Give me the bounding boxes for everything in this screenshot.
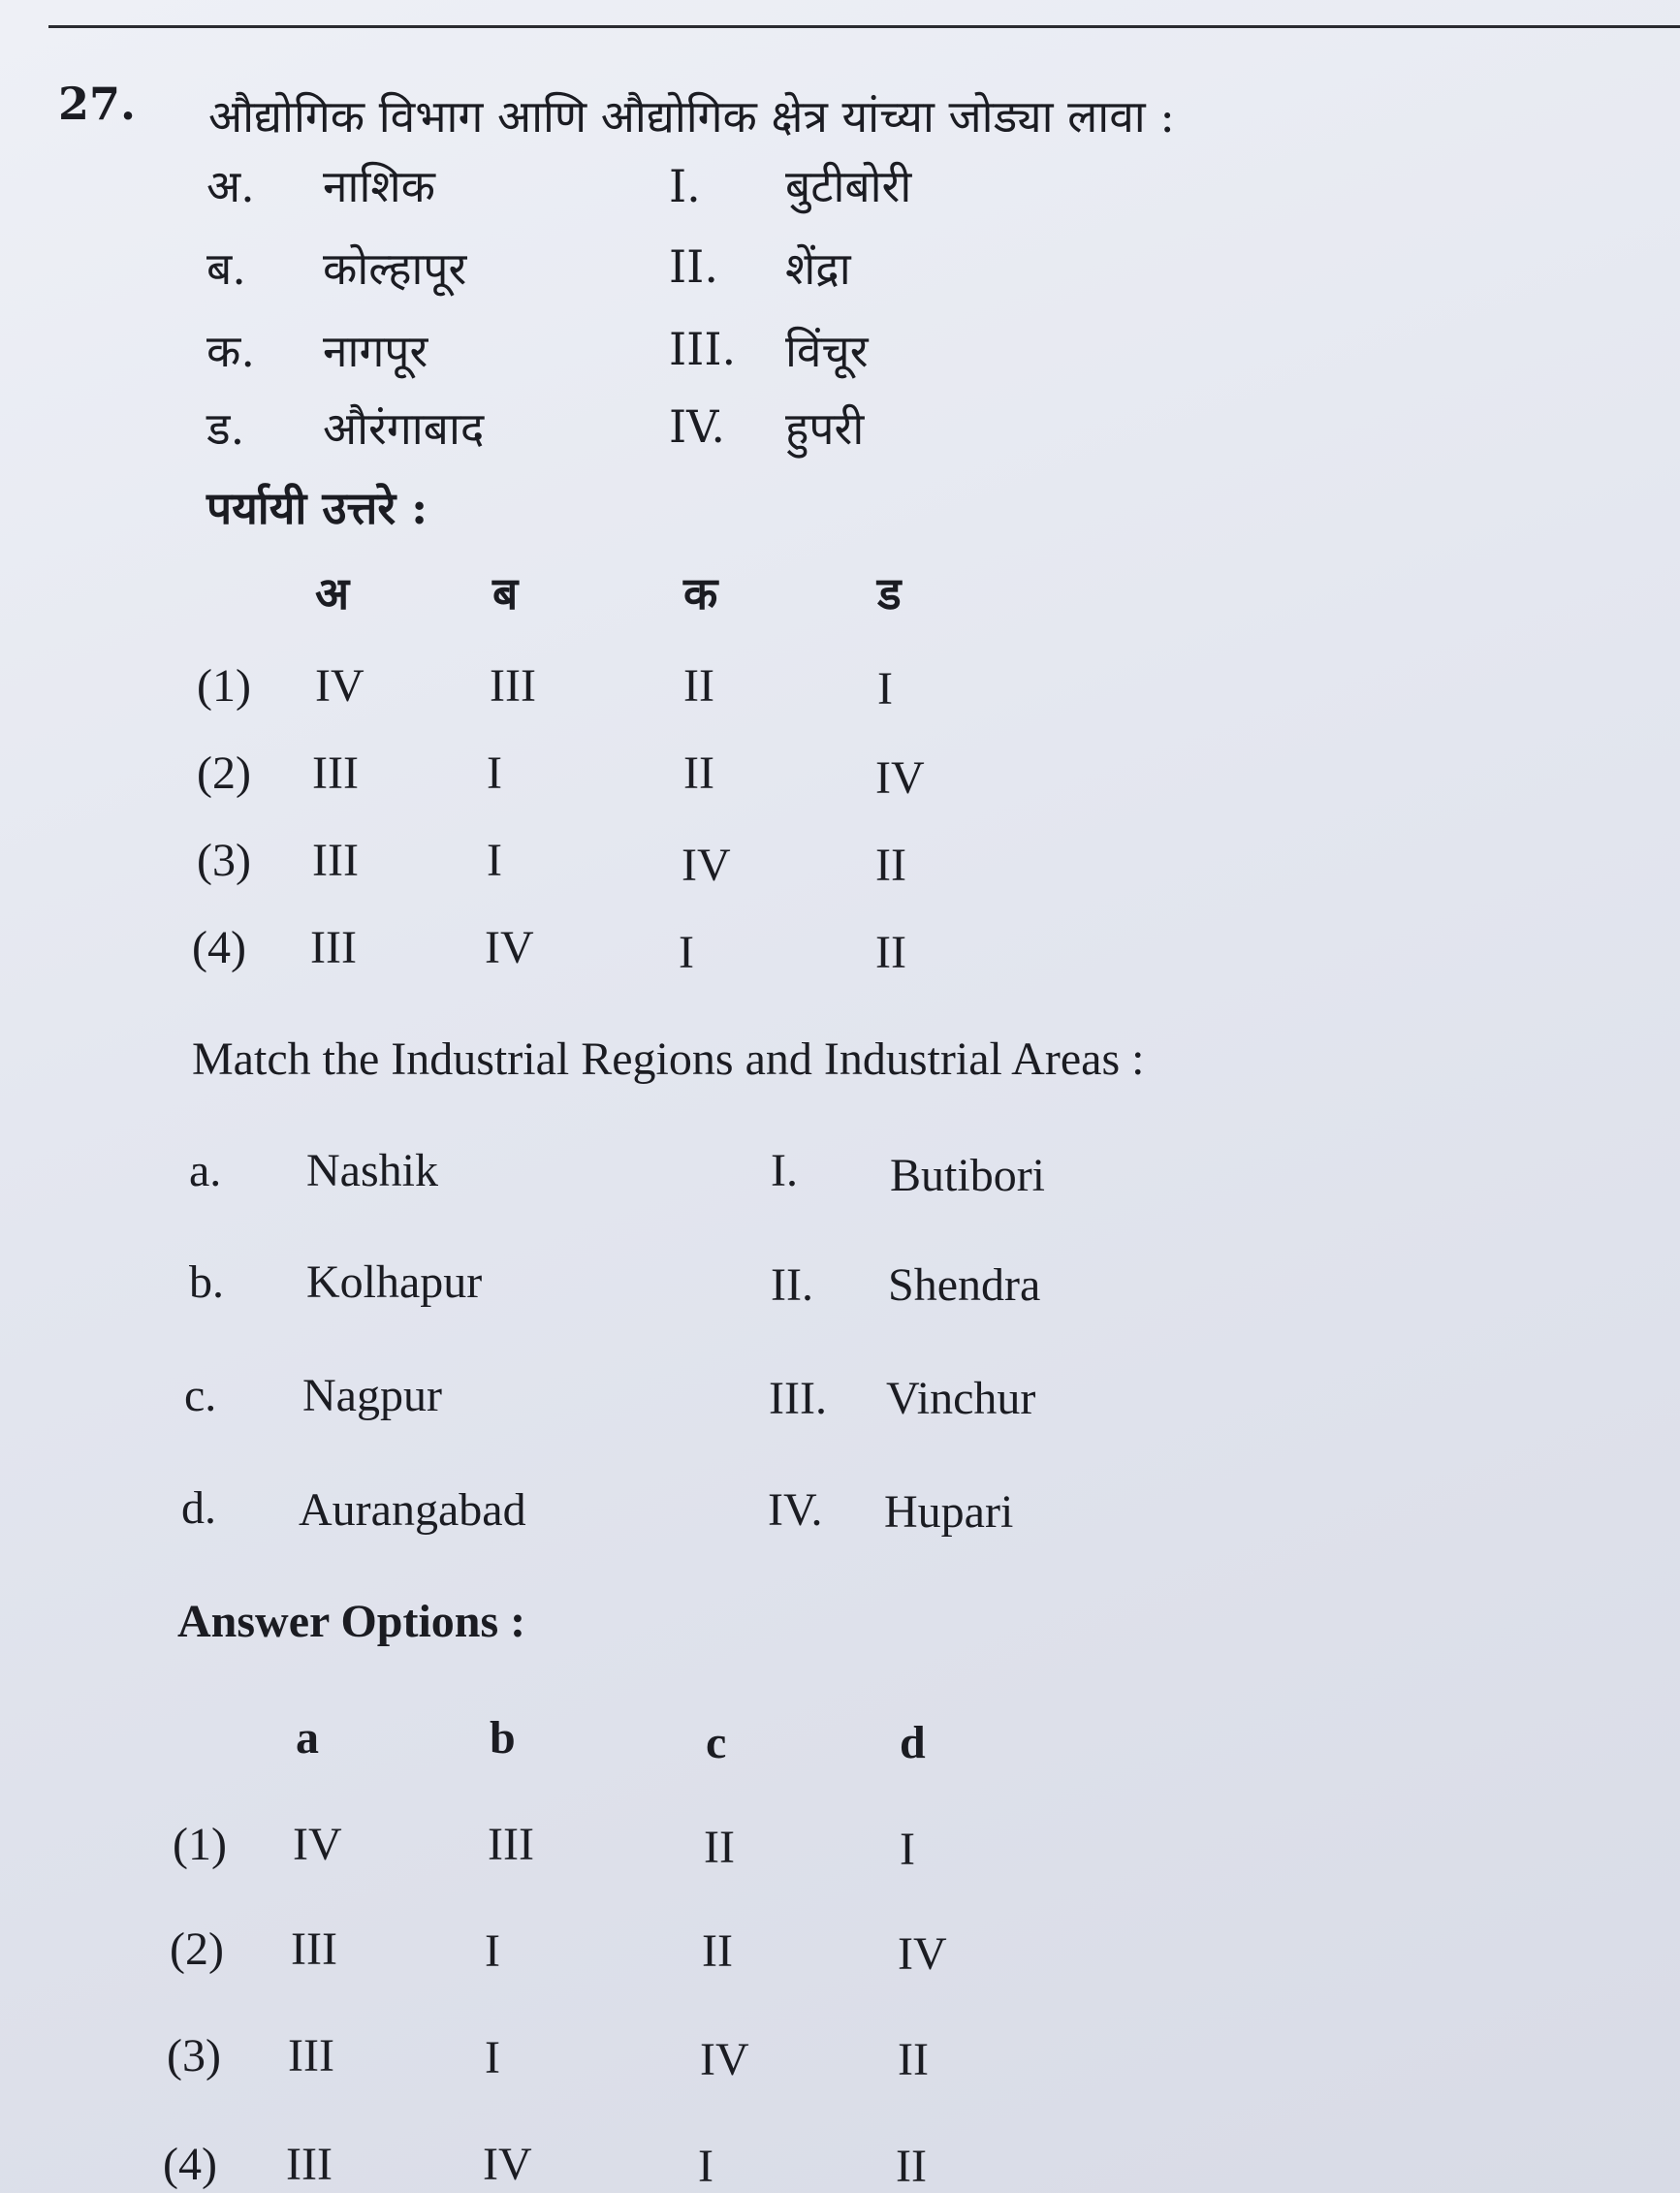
mr-right-text-3: विंचूर <box>785 325 869 377</box>
en-option-2-d: IV <box>898 1928 947 1980</box>
en-right-text-1: Butibori <box>890 1150 1046 1201</box>
en-left-label-4: d. <box>181 1482 216 1534</box>
en-right-text-2: Shendra <box>888 1259 1041 1311</box>
marathi-prompt: औद्योगिक विभाग आणि औद्योगिक क्षेत्र यांच्या जोड्या लावा : <box>208 90 1175 143</box>
mr-option-3-d: II <box>875 840 906 891</box>
mr-option-4-c: I <box>679 927 694 978</box>
top-rule <box>48 25 1680 28</box>
en-right-label-3: III. <box>769 1373 827 1424</box>
mr-right-text-2: शेंद्रा <box>785 242 851 295</box>
en-options-heading: Answer Options : <box>177 1596 526 1647</box>
mr-option-4-a: III <box>310 922 357 973</box>
mr-col-c: क <box>683 567 718 620</box>
mr-left-text-2: कोल्हापूर <box>323 242 467 295</box>
en-left-text-1: Nashik <box>306 1145 438 1196</box>
mr-option-2-b: I <box>487 747 502 799</box>
en-option-3-num: (3) <box>167 2030 221 2082</box>
en-right-label-1: I. <box>771 1145 798 1196</box>
en-option-3-d: II <box>898 2034 929 2085</box>
en-option-4-c: I <box>698 2141 713 2192</box>
question-number: 27. <box>58 78 137 130</box>
en-option-2-num: (2) <box>170 1923 224 1975</box>
mr-option-1-c: II <box>683 660 714 712</box>
en-option-1-d: I <box>900 1824 915 1875</box>
mr-option-1-num: (1) <box>197 660 251 712</box>
mr-option-1-d: I <box>877 663 893 715</box>
mr-option-2-a: III <box>312 747 359 799</box>
en-left-text-2: Kolhapur <box>306 1256 483 1308</box>
mr-left-text-1: नाशिक <box>323 160 435 212</box>
en-col-a: a <box>296 1712 319 1764</box>
en-left-label-2: b. <box>189 1256 224 1308</box>
en-left-text-4: Aurangabad <box>299 1484 526 1536</box>
mr-option-4-num: (4) <box>192 922 246 973</box>
en-left-label-1: a. <box>189 1145 222 1196</box>
en-col-d: d <box>900 1717 926 1768</box>
mr-left-text-4: औरंगाबाद <box>323 402 485 455</box>
en-option-1-b: III <box>488 1819 534 1870</box>
english-prompt: Match the Industrial Regions and Industrial Areas : <box>192 1033 1145 1085</box>
en-option-4-a: III <box>286 2139 333 2190</box>
mr-col-b: ब <box>492 567 519 620</box>
en-right-label-2: II. <box>771 1259 813 1311</box>
en-option-3-c: IV <box>700 2034 749 2085</box>
en-col-b: b <box>490 1712 516 1764</box>
en-option-2-a: III <box>291 1923 337 1975</box>
mr-right-label-2: II. <box>669 240 718 293</box>
mr-option-3-b: I <box>487 835 502 886</box>
mr-option-4-d: II <box>875 927 906 978</box>
mr-option-1-b: III <box>490 660 536 712</box>
mr-col-a: अ <box>315 567 350 620</box>
mr-right-text-4: हुपरी <box>785 402 865 455</box>
en-right-text-4: Hupari <box>884 1486 1014 1538</box>
mr-option-2-num: (2) <box>197 747 251 799</box>
mr-option-3-a: III <box>312 835 359 886</box>
en-option-1-a: IV <box>293 1819 342 1870</box>
mr-option-3-num: (3) <box>197 835 251 886</box>
en-option-4-b: IV <box>483 2139 532 2190</box>
en-right-text-3: Vinchur <box>886 1373 1036 1424</box>
en-option-3-a: III <box>288 2030 334 2082</box>
mr-left-label-3: क. <box>206 325 255 377</box>
en-right-label-4: IV. <box>768 1484 823 1536</box>
en-option-2-b: I <box>485 1925 500 1977</box>
mr-option-2-c: II <box>683 747 714 799</box>
mr-right-text-1: बुटीबोरी <box>785 160 912 212</box>
en-option-2-c: II <box>702 1925 733 1977</box>
mr-left-label-2: ब. <box>206 242 246 295</box>
mr-right-label-1: I. <box>669 160 701 212</box>
mr-right-label-4: IV. <box>669 400 725 453</box>
en-col-c: c <box>706 1717 727 1768</box>
mr-left-label-1: अ. <box>206 160 255 212</box>
en-left-label-3: c. <box>184 1370 217 1421</box>
en-option-1-num: (1) <box>173 1819 227 1870</box>
mr-option-3-c: IV <box>682 840 731 891</box>
en-left-text-3: Nagpur <box>302 1370 442 1421</box>
mr-left-text-3: नागपूर <box>323 325 428 377</box>
en-option-4-num: (4) <box>163 2139 217 2190</box>
mr-left-label-4: ड. <box>206 402 245 455</box>
mr-options-heading: पर्यायी उत्तरे : <box>206 482 428 534</box>
en-option-3-b: I <box>485 2032 500 2083</box>
mr-option-1-a: IV <box>315 660 365 712</box>
mr-right-label-3: III. <box>669 323 737 375</box>
mr-col-d: ड <box>877 567 902 620</box>
mr-option-2-d: IV <box>875 752 925 804</box>
en-option-1-c: II <box>704 1822 735 1873</box>
mr-option-4-b: IV <box>485 922 534 973</box>
en-option-4-d: II <box>896 2141 927 2192</box>
